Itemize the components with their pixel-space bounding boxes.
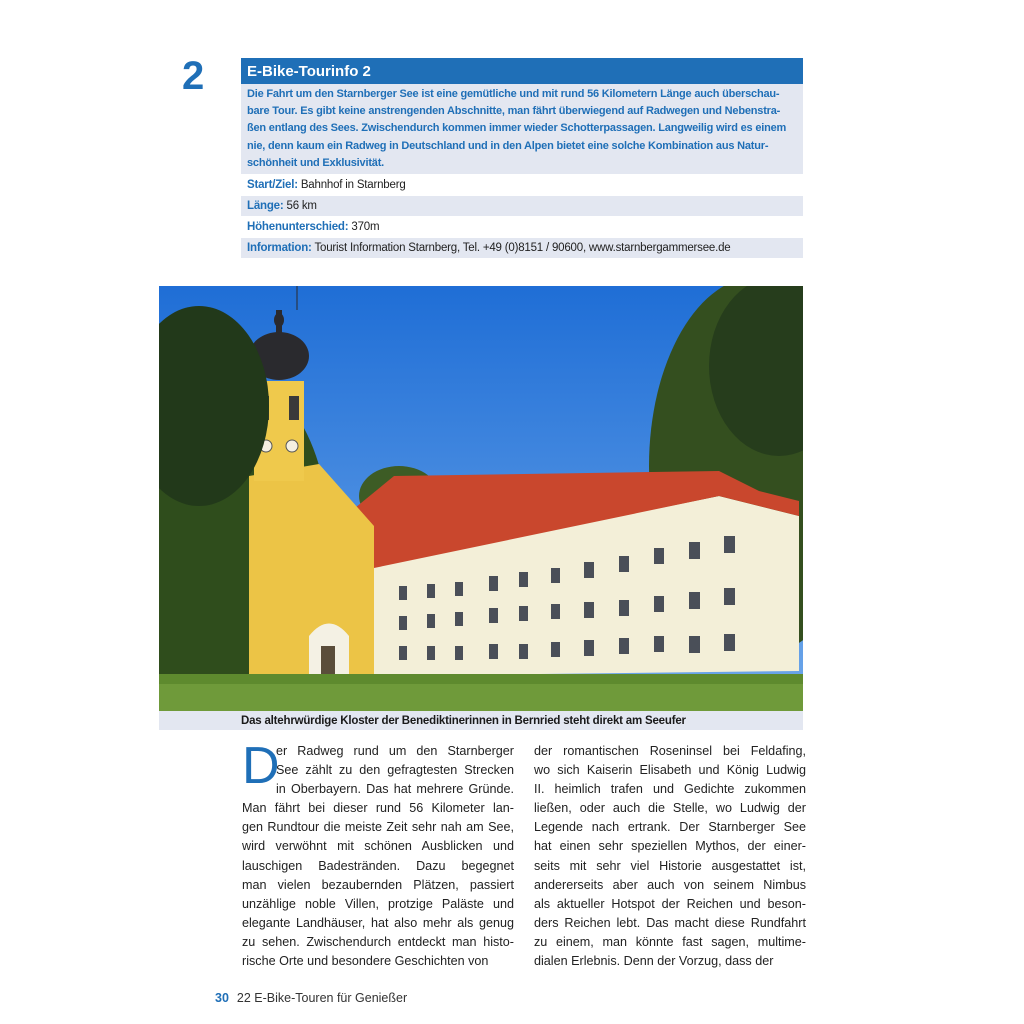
body-line: er Radweg rund um den Starnberger bbox=[276, 744, 514, 758]
body-line: Legende nach ertrank. Der Starnberger See bbox=[534, 820, 806, 835]
info-box-title: E-Bike-Tourinfo 2 bbox=[241, 58, 803, 84]
info-row-information bbox=[241, 238, 803, 258]
intro-line: bare Tour. Es gibt keine anstrengenden Abschnitte, man fährt überwiegend auf Radwegen und Nebenstra- bbox=[247, 105, 781, 118]
info-row-elevation bbox=[241, 217, 803, 237]
intro-line: schönheit und Exklusivität. bbox=[247, 156, 385, 169]
body-line: II. heimlich trafen und Gedichte zukommen bbox=[534, 782, 806, 797]
body-line: rische Orte und besondere Geschichten von bbox=[242, 954, 489, 969]
monastery-photo bbox=[159, 286, 803, 711]
body-line: zu sehen. Zwischendurch entdeckt man histo- bbox=[242, 934, 514, 949]
body-line: ließen, oder auch die Stelle, wo Ludwig der bbox=[534, 801, 806, 816]
body-line: zu einem, man könnte fast sagen, multime- bbox=[534, 934, 806, 949]
body-line: Man fährt bei dieser rund 56 Kilometer lan- bbox=[242, 801, 514, 816]
caption-text: Das altehrwürdige Kloster der Benediktinerinnen in Bernried steht direkt am Seeufer bbox=[241, 715, 686, 727]
info-row-value: 370m bbox=[348, 221, 380, 234]
body-line: unzählige noble Villen, protzige Paläste und bbox=[242, 896, 514, 911]
info-row-label: Start/Ziel: bbox=[247, 179, 298, 192]
body-line: der romantischen Roseninsel bei Feldafing, bbox=[534, 744, 806, 758]
info-box-intro bbox=[241, 84, 803, 174]
body-line: lauschigen Badestränden. Dazu begegnet bbox=[242, 858, 514, 873]
page-footer bbox=[215, 991, 407, 1005]
info-row-label: Höhenunterschied: bbox=[247, 221, 349, 234]
intro-line: Die Fahrt um den Starnberger See ist eine gemütliche und mit rund 56 Kilometern Länge auch überschau- bbox=[247, 88, 780, 100]
info-row-start bbox=[241, 175, 803, 195]
body-line: ders Reichen lebt. Das macht diese Rundfahrt bbox=[534, 915, 806, 930]
body-line: gen Rundtour die meiste Zeit sehr nah am See, bbox=[242, 820, 514, 835]
info-row-length bbox=[241, 196, 803, 216]
body-line: dialen Erlebnis. Denn der Vorzug, dass der bbox=[534, 954, 774, 969]
body-column-right bbox=[534, 742, 806, 971]
info-row-value: Bahnhof in Starnberg bbox=[297, 179, 406, 192]
intro-line: ßen entlang des Sees. Zwischendurch kommen immer wieder Schotterpassagen. Langweilig wird es einem bbox=[247, 122, 787, 135]
info-row-value: Tourist Information Starnberg, Tel. +49 (0)8151 / 90600, www.starnbergammersee.de bbox=[311, 242, 731, 255]
info-row-label: Information: bbox=[247, 242, 312, 255]
tour-info-box bbox=[241, 58, 803, 258]
page-number: 30 bbox=[215, 991, 229, 1005]
body-line: See zählt zu den gefragtesten Strecken bbox=[276, 763, 514, 778]
chapter-number: 2 bbox=[182, 54, 205, 98]
intro-line: nie, denn kaum ein Radweg in Deutschland und in den Alpen bietet eine solche Kombination aus Natur- bbox=[247, 139, 769, 152]
body-line: elegante Landhäuser, hat also mehr als genug bbox=[242, 915, 514, 930]
body-line: wo sich Kaiserin Elisabeth und König Ludwig bbox=[534, 763, 806, 778]
body-line: in Oberbayern. Das hat mehrere Gründe. bbox=[276, 782, 514, 797]
body-line: als aktueller Hotspot der Reichen und beson- bbox=[534, 896, 806, 911]
body-line: man vielen bezaubernden Plätzen, passiert bbox=[242, 877, 514, 892]
body-column-left bbox=[242, 737, 514, 971]
body-line: hat einen sehr speziellen Mythos, der einer- bbox=[534, 839, 806, 854]
body-line: wird verwöhnt mit schönen Ausblicken und bbox=[242, 839, 514, 854]
info-row-value: 56 km bbox=[283, 200, 317, 213]
body-line: andererseits aber auch von seinem Nimbus bbox=[534, 877, 806, 892]
body-line: seits mit sehr viel Historie ausgestattet ist, bbox=[534, 858, 806, 873]
book-title: 22 E-Bike-Touren für Genießer bbox=[236, 991, 408, 1005]
photo-caption bbox=[159, 711, 803, 730]
info-row-label: Länge: bbox=[247, 200, 284, 213]
drop-cap: D bbox=[242, 737, 280, 795]
